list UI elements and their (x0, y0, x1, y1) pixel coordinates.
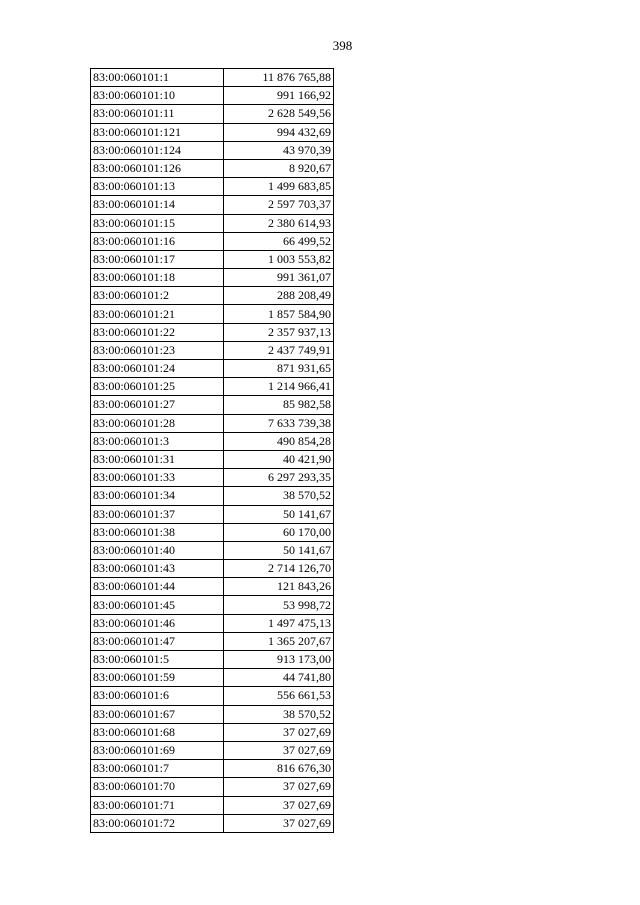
cadastral-number-cell: 83:00:060101:45 (91, 596, 224, 614)
cadastral-number-cell: 83:00:060101:17 (91, 250, 224, 268)
value-cell: 2 380 614,93 (224, 214, 334, 232)
cadastral-number-cell: 83:00:060101:34 (91, 487, 224, 505)
cadastral-number-cell: 83:00:060101:23 (91, 341, 224, 359)
table-row (91, 196, 334, 214)
value-cell: 85 982,58 (224, 396, 334, 414)
value-cell: 913 173,00 (224, 651, 334, 669)
cadastral-number-cell: 83:00:060101:59 (91, 669, 224, 687)
table-row (91, 560, 334, 578)
cadastral-number-cell: 83:00:060101:68 (91, 723, 224, 741)
table-row (91, 778, 334, 796)
table-row (91, 814, 334, 832)
value-cell: 38 570,52 (224, 705, 334, 723)
table-row (91, 305, 334, 323)
cadastral-number-cell: 83:00:060101:24 (91, 360, 224, 378)
cadastral-number-cell: 83:00:060101:71 (91, 796, 224, 814)
table-row (91, 87, 334, 105)
value-cell: 991 361,07 (224, 269, 334, 287)
table-row (91, 214, 334, 232)
cadastral-number-cell: 83:00:060101:18 (91, 269, 224, 287)
cadastral-number-cell: 83:00:060101:10 (91, 87, 224, 105)
table-row (91, 69, 334, 87)
value-cell: 7 633 739,38 (224, 414, 334, 432)
table-row (91, 760, 334, 778)
cadastral-number-cell: 83:00:060101:38 (91, 523, 224, 541)
value-cell: 50 141,67 (224, 541, 334, 559)
cadastral-number-cell: 83:00:060101:72 (91, 814, 224, 832)
value-cell: 37 027,69 (224, 778, 334, 796)
table-row (91, 432, 334, 450)
cadastral-number-cell: 83:00:060101:40 (91, 541, 224, 559)
value-cell: 556 661,53 (224, 687, 334, 705)
table-row (91, 396, 334, 414)
cadastral-number-cell: 83:00:060101:3 (91, 432, 224, 450)
cadastral-number-cell: 83:00:060101:13 (91, 178, 224, 196)
cadastral-value-table (90, 68, 334, 833)
cadastral-number-cell: 83:00:060101:25 (91, 378, 224, 396)
table-row (91, 105, 334, 123)
table-row (91, 632, 334, 650)
table-row (91, 596, 334, 614)
value-cell: 1 214 966,41 (224, 378, 334, 396)
cadastral-number-cell: 83:00:060101:124 (91, 141, 224, 159)
page-number: 398 (332, 38, 353, 53)
value-cell: 991 166,92 (224, 87, 334, 105)
value-cell: 1 499 683,85 (224, 178, 334, 196)
table-row (91, 578, 334, 596)
cadastral-number-cell: 83:00:060101:21 (91, 305, 224, 323)
table-row (91, 669, 334, 687)
table-row (91, 141, 334, 159)
value-cell: 37 027,69 (224, 723, 334, 741)
value-cell: 2 357 937,13 (224, 323, 334, 341)
table-row (91, 541, 334, 559)
value-cell: 37 027,69 (224, 741, 334, 759)
value-cell: 2 714 126,70 (224, 560, 334, 578)
value-cell: 37 027,69 (224, 814, 334, 832)
value-cell: 121 843,26 (224, 578, 334, 596)
table-row (91, 796, 334, 814)
value-cell: 6 297 293,35 (224, 469, 334, 487)
cadastral-number-cell: 83:00:060101:44 (91, 578, 224, 596)
table-row (91, 123, 334, 141)
table-row (91, 487, 334, 505)
table-body (91, 69, 334, 833)
value-cell: 816 676,30 (224, 760, 334, 778)
value-cell: 11 876 765,88 (224, 69, 334, 87)
table-row (91, 523, 334, 541)
table-row (91, 232, 334, 250)
value-cell: 38 570,52 (224, 487, 334, 505)
cadastral-number-cell: 83:00:060101:43 (91, 560, 224, 578)
cadastral-number-cell: 83:00:060101:33 (91, 469, 224, 487)
cadastral-number-cell: 83:00:060101:67 (91, 705, 224, 723)
value-cell: 1 497 475,13 (224, 614, 334, 632)
cadastral-number-cell: 83:00:060101:69 (91, 741, 224, 759)
cadastral-number-cell: 83:00:060101:2 (91, 287, 224, 305)
table-row (91, 323, 334, 341)
value-cell: 1 003 553,82 (224, 250, 334, 268)
cadastral-number-cell: 83:00:060101:1 (91, 69, 224, 87)
value-cell: 2 437 749,91 (224, 341, 334, 359)
table-row (91, 723, 334, 741)
value-cell: 50 141,67 (224, 505, 334, 523)
cadastral-number-cell: 83:00:060101:28 (91, 414, 224, 432)
table-row (91, 341, 334, 359)
table-row (91, 705, 334, 723)
value-cell: 490 854,28 (224, 432, 334, 450)
value-cell: 60 170,00 (224, 523, 334, 541)
table-row (91, 378, 334, 396)
table-row (91, 250, 334, 268)
table-row (91, 269, 334, 287)
value-cell: 2 628 549,56 (224, 105, 334, 123)
value-cell: 8 920,67 (224, 159, 334, 177)
cadastral-number-cell: 83:00:060101:37 (91, 505, 224, 523)
cadastral-number-cell: 83:00:060101:16 (91, 232, 224, 250)
value-cell: 53 998,72 (224, 596, 334, 614)
value-cell: 871 931,65 (224, 360, 334, 378)
cadastral-number-cell: 83:00:060101:47 (91, 632, 224, 650)
value-cell: 37 027,69 (224, 796, 334, 814)
cadastral-number-cell: 83:00:060101:121 (91, 123, 224, 141)
value-cell: 288 208,49 (224, 287, 334, 305)
value-cell: 40 421,90 (224, 450, 334, 468)
cadastral-number-cell: 83:00:060101:22 (91, 323, 224, 341)
value-cell: 1 857 584,90 (224, 305, 334, 323)
cadastral-number-cell: 83:00:060101:126 (91, 159, 224, 177)
table-row (91, 505, 334, 523)
table-row (91, 159, 334, 177)
table-row (91, 287, 334, 305)
table-row (91, 178, 334, 196)
table-row (91, 469, 334, 487)
table-row (91, 614, 334, 632)
cadastral-number-cell: 83:00:060101:7 (91, 760, 224, 778)
cadastral-number-cell: 83:00:060101:31 (91, 450, 224, 468)
cadastral-number-cell: 83:00:060101:6 (91, 687, 224, 705)
cadastral-number-cell: 83:00:060101:46 (91, 614, 224, 632)
table-row (91, 651, 334, 669)
table-row (91, 450, 334, 468)
table-row (91, 687, 334, 705)
value-cell: 2 597 703,37 (224, 196, 334, 214)
cadastral-number-cell: 83:00:060101:11 (91, 105, 224, 123)
cadastral-number-cell: 83:00:060101:5 (91, 651, 224, 669)
cadastral-number-cell: 83:00:060101:14 (91, 196, 224, 214)
table-row (91, 360, 334, 378)
cadastral-number-cell: 83:00:060101:15 (91, 214, 224, 232)
value-cell: 66 499,52 (224, 232, 334, 250)
value-cell: 1 365 207,67 (224, 632, 334, 650)
cadastral-number-cell: 83:00:060101:70 (91, 778, 224, 796)
value-cell: 43 970,39 (224, 141, 334, 159)
table-row (91, 741, 334, 759)
cadastral-number-cell: 83:00:060101:27 (91, 396, 224, 414)
value-cell: 44 741,80 (224, 669, 334, 687)
table-row (91, 414, 334, 432)
value-cell: 994 432,69 (224, 123, 334, 141)
